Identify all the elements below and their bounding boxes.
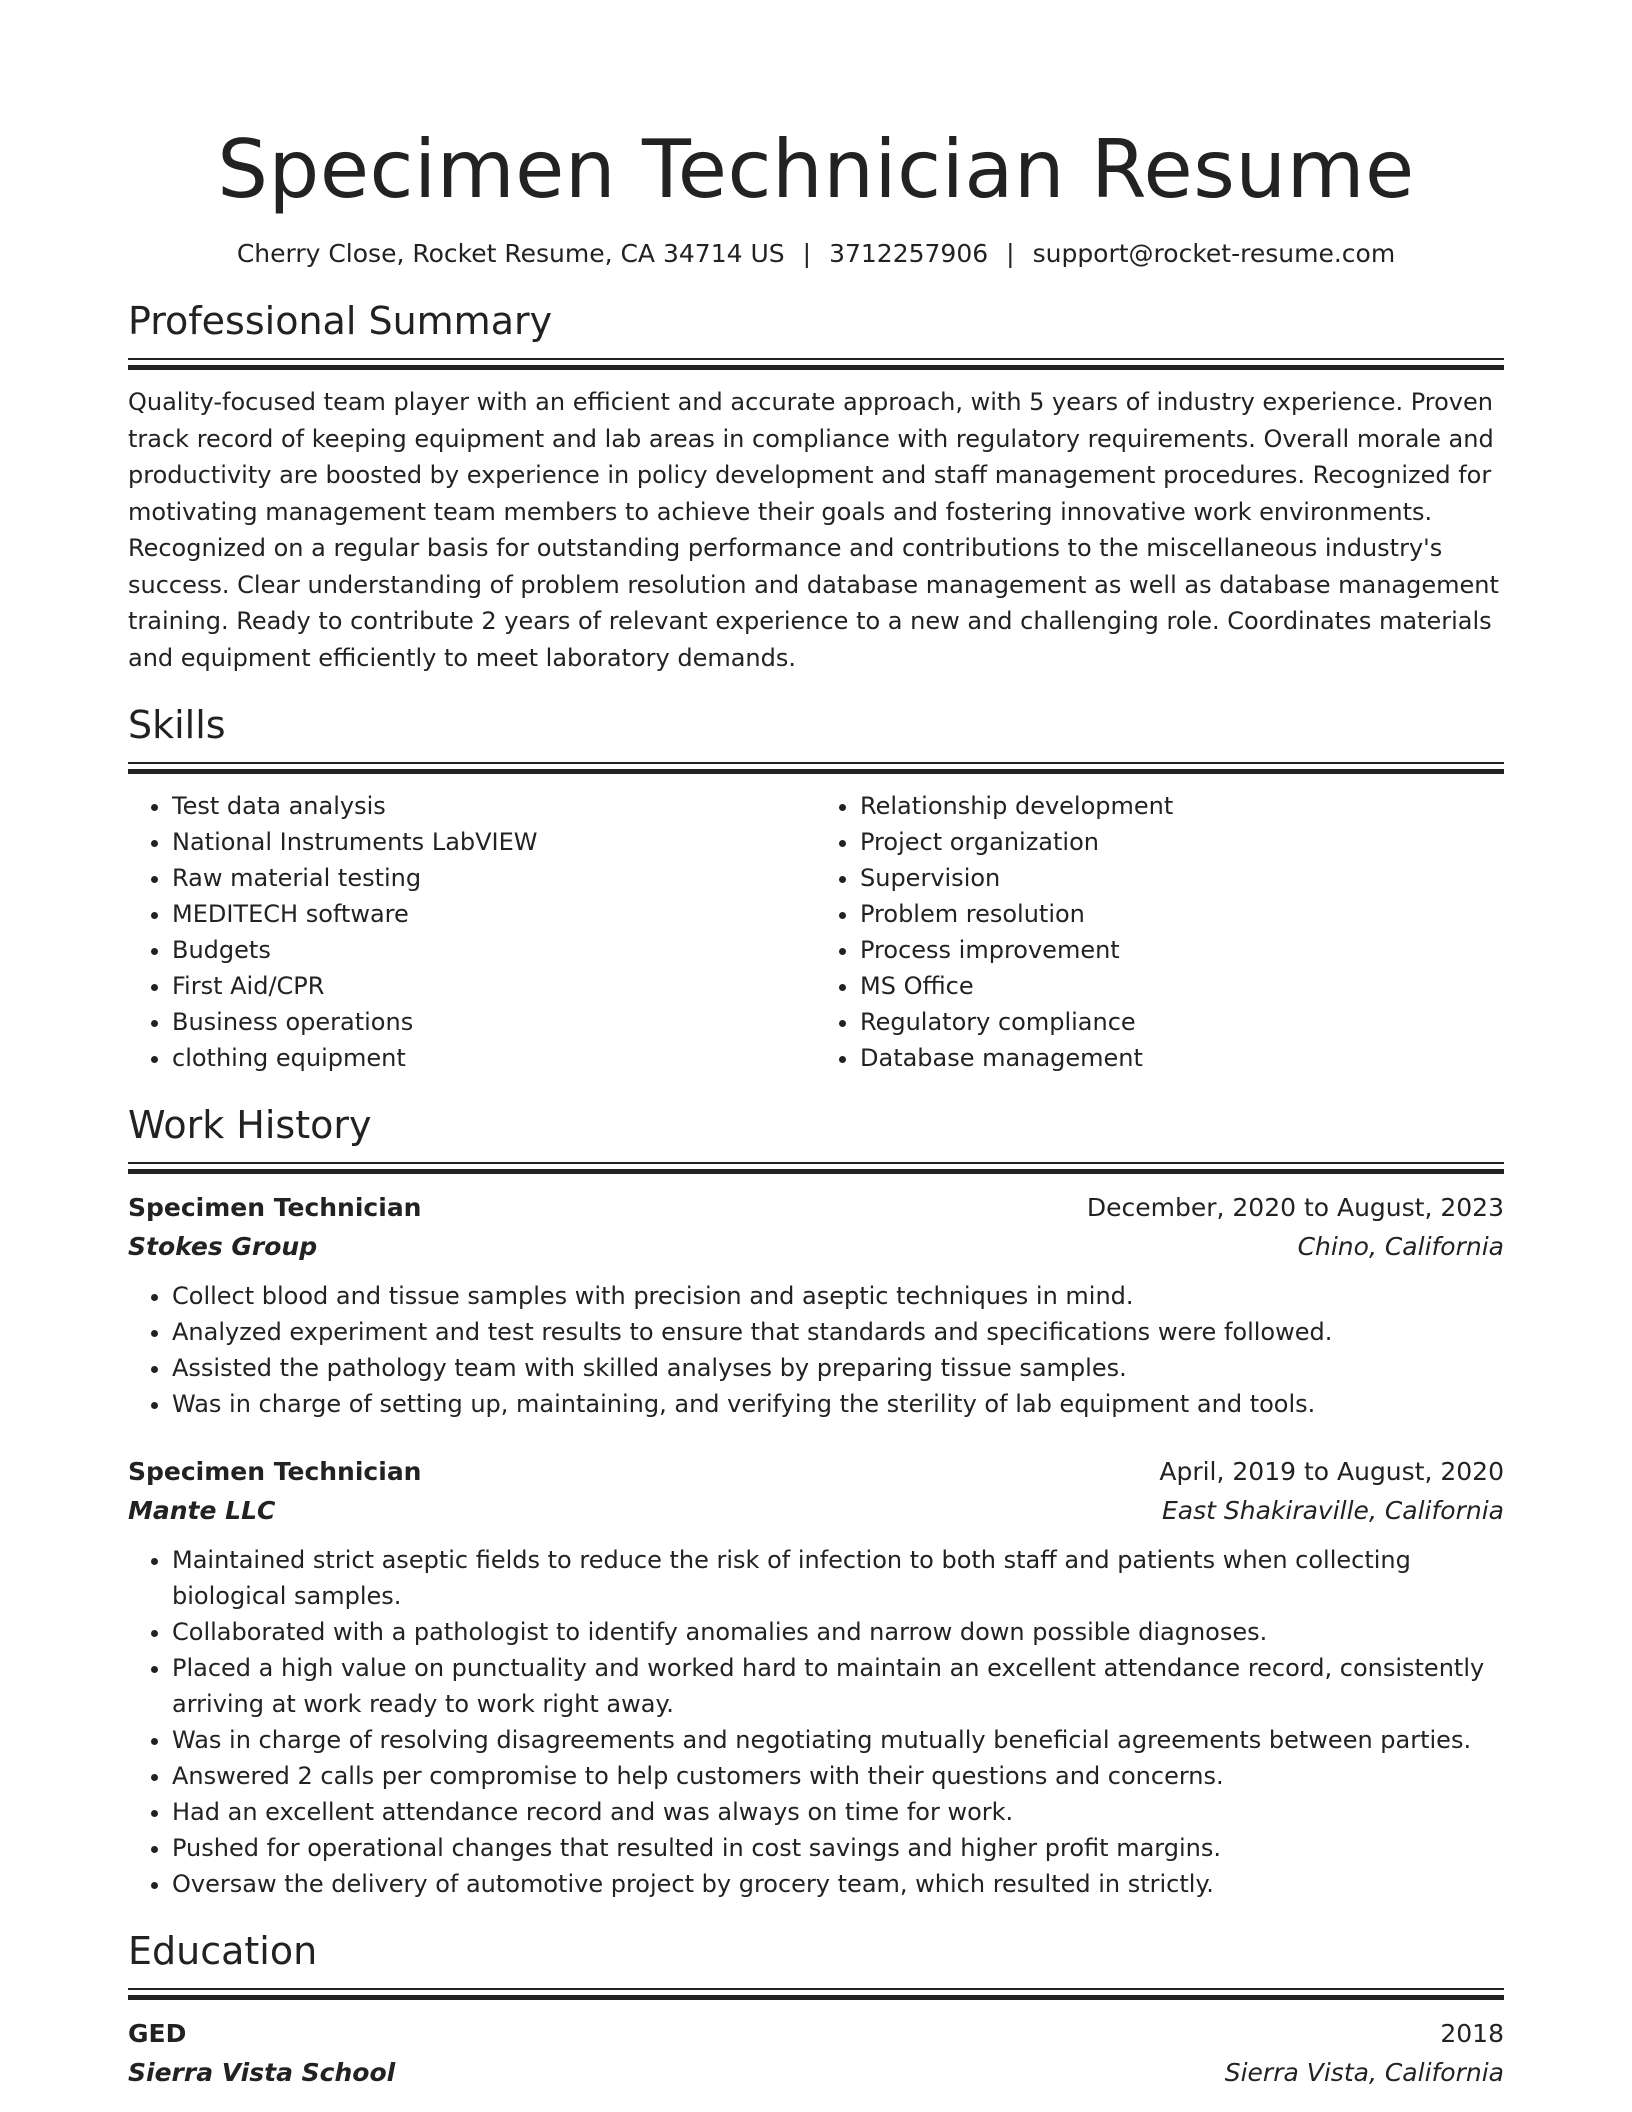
contact-email: support@rocket-resume.com: [1032, 239, 1396, 268]
education-location: Sierra Vista, California: [1224, 2058, 1504, 2087]
education-year: 2018: [1440, 2019, 1504, 2048]
job-bullet: • Pushed for operational changes that resulted in cost savings and higher profit margins.: [172, 1830, 1504, 1866]
skill-item: • Regulatory compliance: [860, 1004, 1504, 1040]
skill-item: • MS Office: [860, 968, 1504, 1004]
skill-item: • Test data analysis: [172, 788, 816, 824]
skill-item: • clothing equipment: [172, 1040, 816, 1076]
job-company-row: [128, 1227, 1504, 1266]
skill-item: • Database management: [860, 1040, 1504, 1076]
contact-address: Cherry Close, Rocket Resume, CA 34714 US: [236, 239, 785, 268]
job-company-row: [128, 1491, 1504, 1530]
job-entry: [128, 1188, 1504, 1422]
skills-columns: [128, 788, 1504, 1076]
contact-line: [128, 236, 1504, 272]
job-location: East Shakiraville, California: [1161, 1496, 1504, 1525]
skill-item: • Supervision: [860, 860, 1504, 896]
skills-list-left: [128, 788, 816, 1076]
section-heading-summary: Professional Summary: [128, 299, 553, 343]
job-header-row: [128, 1452, 1504, 1491]
skills-section: [128, 702, 1504, 1076]
skill-item: • Problem resolution: [860, 896, 1504, 932]
section-divider: [128, 1162, 1504, 1174]
summary-text: Quality-focused team player with an efficient and accurate approach, with 5 years of industry experience. Proven track record of keeping equipment and lab areas in compliance with regulatory requirements. Overall morale and productivity are boosted by experience in policy development and staff management procedures. Recognized for motivating management team members to achieve their goals and fostering innovative work environments. Recognized on a regular basis for outstanding performance and contributions to the miscellaneous industry's success. Clear understanding of problem resolution and database management as well as database management training. Ready to contribute 2 years of relevant experience to a new and challenging role. Coordinates materials and equipment efficiently to meet laboratory demands.: [128, 388, 1499, 672]
job-bullets: [128, 1278, 1504, 1422]
skill-item: • Raw material testing: [172, 860, 816, 896]
education-school-row: [128, 2053, 1504, 2092]
job-bullet: • Placed a high value on punctuality and worked hard to maintain an excellent attendance record, consistently arriving at work ready to work right away.: [172, 1650, 1504, 1722]
job-bullet: • Maintained strict aseptic fields to reduce the risk of infection to both staff and patients when collecting biological samples.: [172, 1542, 1504, 1614]
job-bullets: [128, 1542, 1504, 1902]
resume-title: Specimen Technician Resume: [217, 123, 1415, 216]
job-bullet: • Collect blood and tissue samples with precision and aseptic techniques in mind.: [172, 1278, 1504, 1314]
job-company: Mante LLC: [128, 1496, 276, 1525]
section-heading-skills: Skills: [128, 703, 226, 747]
skill-item: • Process improvement: [860, 932, 1504, 968]
skill-item: • Budgets: [172, 932, 816, 968]
job-title: Specimen Technician: [128, 1457, 422, 1486]
contact-separator: |: [1006, 239, 1015, 268]
job-company: Stokes Group: [128, 1232, 318, 1261]
education-section: [128, 1928, 1504, 2092]
job-bullet: • Answered 2 calls per compromise to help customers with their questions and concerns.: [172, 1758, 1504, 1794]
education-header-row: [128, 2014, 1504, 2053]
job-dates: December, 2020 to August, 2023: [1086, 1193, 1504, 1222]
job-location: Chino, California: [1297, 1232, 1504, 1261]
section-heading-education: Education: [128, 1929, 318, 1973]
education-degree: GED: [128, 2019, 187, 2048]
work-history-section: [128, 1102, 1504, 1902]
job-bullet: • Assisted the pathology team with skilled analyses by preparing tissue samples.: [172, 1350, 1504, 1386]
skills-list-right: [816, 788, 1504, 1076]
section-divider: [128, 358, 1504, 370]
job-entry: [128, 1452, 1504, 1902]
section-heading-work-history: Work History: [128, 1103, 372, 1147]
job-bullet: • Was in charge of resolving disagreements and negotiating mutually beneficial agreements between parties.: [172, 1722, 1504, 1758]
skill-item: • Business operations: [172, 1004, 816, 1040]
skill-item: • National Instruments LabVIEW: [172, 824, 816, 860]
job-bullet: • Collaborated with a pathologist to identify anomalies and narrow down possible diagnoses.: [172, 1614, 1504, 1650]
skill-item: • First Aid/CPR: [172, 968, 816, 1004]
section-divider: [128, 1988, 1504, 2000]
job-bullet: • Analyzed experiment and test results to ensure that standards and specifications were followed.: [172, 1314, 1504, 1350]
job-bullet: • Oversaw the delivery of automotive project by grocery team, which resulted in strictly.: [172, 1866, 1504, 1902]
education-school: Sierra Vista School: [128, 2058, 396, 2087]
skill-item: • MEDITECH software: [172, 896, 816, 932]
job-header-row: [128, 1188, 1504, 1227]
job-bullet: • Was in charge of setting up, maintaining, and verifying the sterility of lab equipment and tools.: [172, 1386, 1504, 1422]
job-bullet: • Had an excellent attendance record and was always on time for work.: [172, 1794, 1504, 1830]
contact-separator: |: [802, 239, 812, 268]
job-dates: April, 2019 to August, 2020: [1159, 1457, 1504, 1486]
skill-item: • Project organization: [860, 824, 1504, 860]
section-divider: [128, 762, 1504, 774]
skill-item: • Relationship development: [860, 788, 1504, 824]
education-entry: [128, 2014, 1504, 2092]
contact-phone: 3712257906: [829, 239, 989, 268]
summary-section: [128, 298, 1504, 676]
job-title: Specimen Technician: [128, 1193, 422, 1222]
